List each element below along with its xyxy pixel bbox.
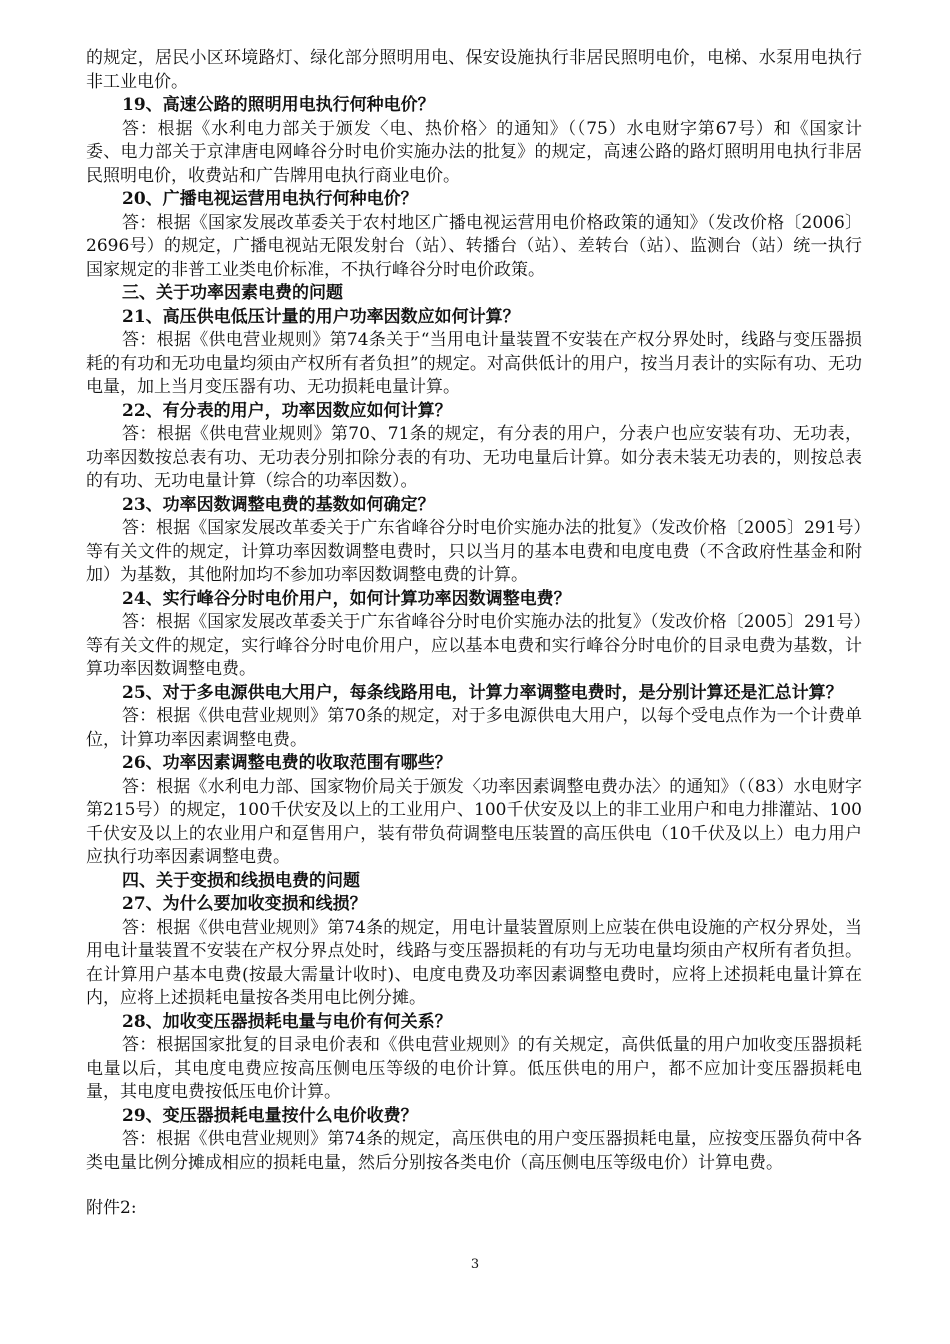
answer-paragraph: 答：根据《水利电力部关于颁发〈电、热价格〉的通知》（（75）水电财字第67号）和《国家计委、电力部关于京津唐电网峰谷分时电价实施办法的批复》的规定，高速公路的路灯照明用电执行非居民照明电价，收费站和广告牌用电执行商业电价。 [86,118,862,186]
answer-paragraph: 答：根据《水利电力部、国家物价局关于颁发〈功率因素调整电费办法〉的通知》（（83）水电财字第215号）的规定，100千伏安及以上的工业用户、100千伏安及以上的非工业用户和电力排灌站、100千伏安及以上的农业用户和趸售用户，装有带负荷调整电压装置的高压供电（10千伏及以上）电力用户应执行功率因素调整电费。 [86,776,862,867]
answer-paragraph: 答：根据《供电营业规则》第74条关于“当用电计量装置不安装在产权分界处时，线路与变压器损耗的有功和无功电量均须由产权所有者负担”的规定。对高供低计的用户，按当月表计的实际有功、无功电量，加上当月变压器有功、无功损耗电量计算。 [86,330,862,397]
question-heading: 20、广播电视运营用电执行何种电价？ [122,189,418,209]
answer-paragraph: 答：根据《供电营业规则》第70、71条的规定，有分表的用户，分表户也应安装有功、无功表，功率因数按总表有功、无功表分别扣除分表的有功、无功电量后计算。如分表未装无功表的，则按总表的有功、无功电量计算（综合的功率因数）。 [86,424,862,491]
section-heading: 四、关于变损和线损电费的问题 [122,870,360,891]
answer-paragraph: 答：根据《国家发展改革委关于广东省峰谷分时电价实施办法的批复》（发改价格〔2005〕291号）等有关文件的规定，计算功率因数调整电费时，只以当月的基本电费和电度电费（不含政府性基金和附加）为基数，其他附加均不参加功率因数调整电费的计算。 [86,518,862,585]
question-heading: 29、变压器损耗电量按什么电价收费？ [122,1105,418,1126]
page-number: 3 [470,1257,480,1272]
question-heading: 27、为什么要加收变损和线损？ [122,894,367,914]
answer-paragraph: 答：根据《国家发展改革委关于农村地区广播电视运营用电价格政策的通知》（发改价格〔2006〕2696号）的规定，广播电视站无限发射台（站）、转播台（站）、差转台（站）、监测台（站）统一执行国家规定的非普工业类电价标准，不执行峰谷分时电价政策。 [86,212,862,280]
question-heading: 23、功率因数调整电费的基数如何确定？ [122,494,435,515]
answer-paragraph: 的规定，居民小区环境路灯、绿化部分照明用电、保安设施执行非居民照明电价，电梯、水泵用电执行非工业电价。 [86,48,862,92]
answer-paragraph: 答：根据国家批复的目录电价表和《供电营业规则》的有关规定，高供低量的用户加收变压器损耗电量以后，其电度电费应按高压侧电压等级的电价计算。低压供电的用户，都不应加计变压器损耗电量，其电度电费按低压电价计算。 [86,1035,862,1102]
question-heading: 26、功率因素调整电费的收取范围有哪些？ [122,753,452,773]
annex-label: 附件2: [86,1198,137,1218]
question-heading: 25、对于多电源供电大用户，每条线路用电，计算力率调整电费时，是分别计算还是汇总计算？ [122,682,843,703]
answer-paragraph: 答：根据《供电营业规则》第70条的规定，对于多电源供电大用户，以每个受电点作为一个计费单位，计算功率因素调整电费。 [86,706,862,750]
document-body [86,47,862,1221]
section-heading: 三、关于功率因素电费的问题 [122,283,343,303]
question-heading: 21、高压供电低压计量的用户功率因数应如何计算？ [122,306,520,327]
question-heading: 22、有分表的用户，功率因数应如何计算？ [122,400,452,421]
question-heading: 19、高速公路的照明用电执行何种电价？ [122,95,435,115]
question-heading: 28、加收变压器损耗电量与电价有何关系？ [122,1011,452,1032]
question-heading: 24、实行峰谷分时电价用户，如何计算功率因数调整电费？ [122,588,571,609]
answer-paragraph: 答：根据《国家发展改革委关于广东省峰谷分时电价实施办法的批复》（发改价格〔2005〕291号）等有关文件的规定，实行峰谷分时电价用户，应以基本电费和实行峰谷分时电价的目录电费为基数，计算功率因数调整电费。 [86,612,862,679]
answer-paragraph: 答：根据《供电营业规则》第74条的规定，用电计量装置原则上应装在供电设施的产权分界处，当用电计量装置不安装在产权分界点处时，线路与变压器损耗的有功与无功电量均须由产权所有者负担。在计算用户基本电费(按最大需量计收时)、电度电费及功率因素调整电费时，应将上述损耗电量计算在内，应将上述损耗电量按各类用电比例分摊。 [86,917,862,1008]
answer-paragraph: 答：根据《供电营业规则》第74条的规定，高压供电的用户变压器损耗电量，应按变压器负荷中各类电量比例分摊成相应的损耗电量，然后分别按各类电价（高压侧电压等级电价）计算电费。 [86,1129,862,1173]
